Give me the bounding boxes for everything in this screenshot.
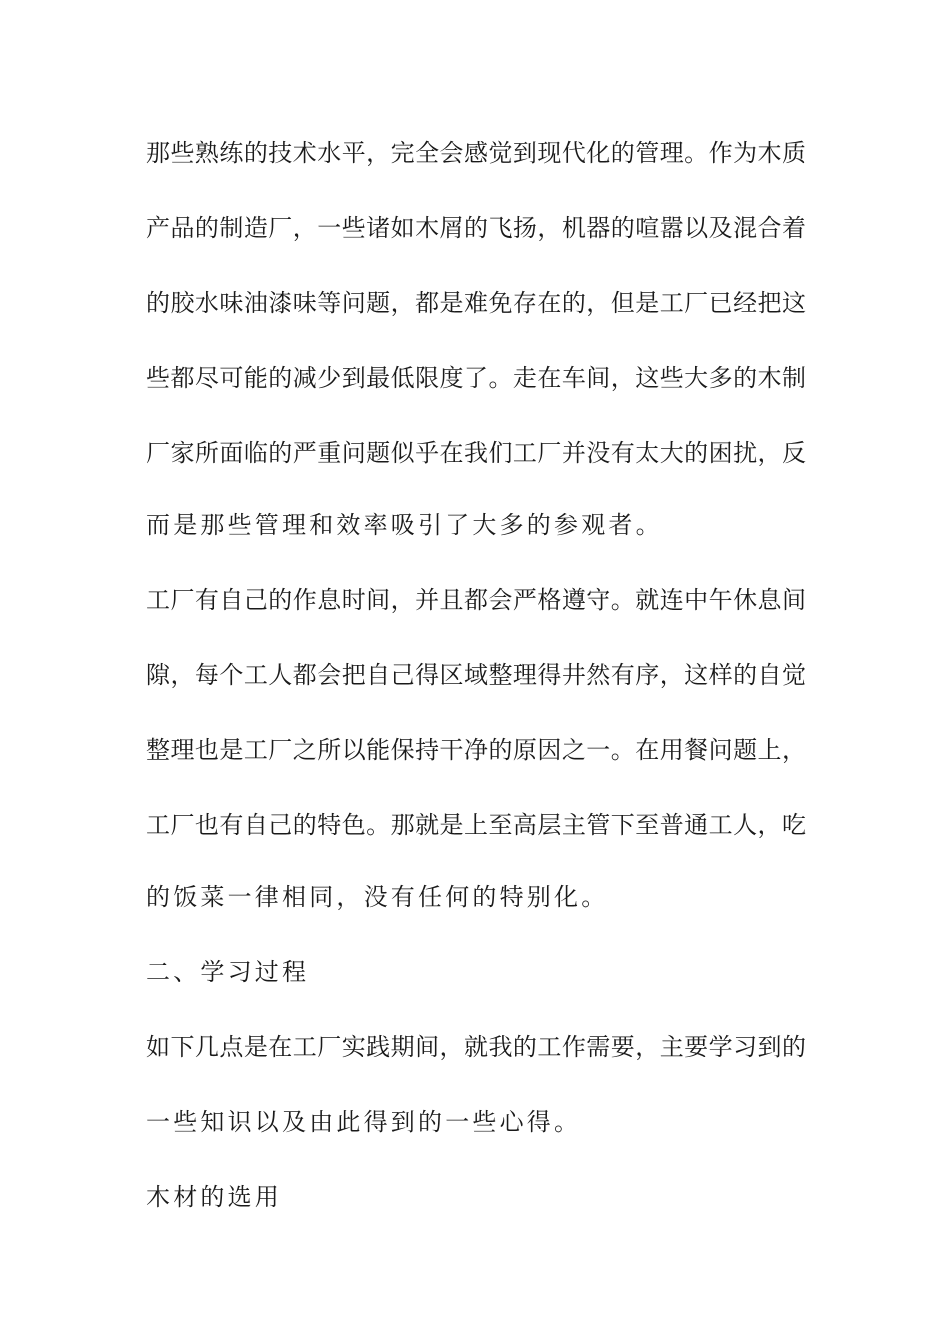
subsection-heading: 木材的选用 [146, 1183, 282, 1211]
paragraph-line: 如下几点是在工厂实践期间，就我的工作需要，主要学习到的 [146, 1033, 806, 1061]
paragraph-line: 整理也是工厂之所以能保持干净的原因之一。在用餐问题上， [146, 736, 806, 764]
paragraph-line: 些都尽可能的减少到最低限度了。走在车间，这些大多的木制 [146, 364, 806, 392]
paragraph-line: 的胶水味油漆味等问题，都是难免存在的，但是工厂已经把这 [146, 289, 806, 317]
paragraph-line: 的饭菜一律相同，没有任何的特别化。 [146, 883, 609, 911]
paragraph-line: 那些熟练的技术水平，完全会感觉到现代化的管理。作为木质 [146, 139, 806, 167]
paragraph-line: 厂家所面临的严重问题似乎在我们工厂并没有太大的困扰，反 [146, 439, 806, 467]
paragraph-line: 工厂也有自己的特色。那就是上至高层主管下至普通工人，吃 [146, 811, 806, 839]
section-heading: 二、学习过程 [146, 958, 310, 986]
paragraph-line: 隙，每个工人都会把自己得区域整理得井然有序，这样的自觉 [146, 661, 806, 689]
paragraph-line: 而是那些管理和效率吸引了大多的参观者。 [146, 511, 663, 539]
paragraph-line: 产品的制造厂，一些诸如木屑的飞扬，机器的喧嚣以及混合着 [146, 214, 806, 242]
paragraph-line: 一些知识以及由此得到的一些心得。 [146, 1108, 582, 1136]
paragraph-line: 工厂有自己的作息时间，并且都会严格遵守。就连中午休息间 [146, 586, 806, 614]
